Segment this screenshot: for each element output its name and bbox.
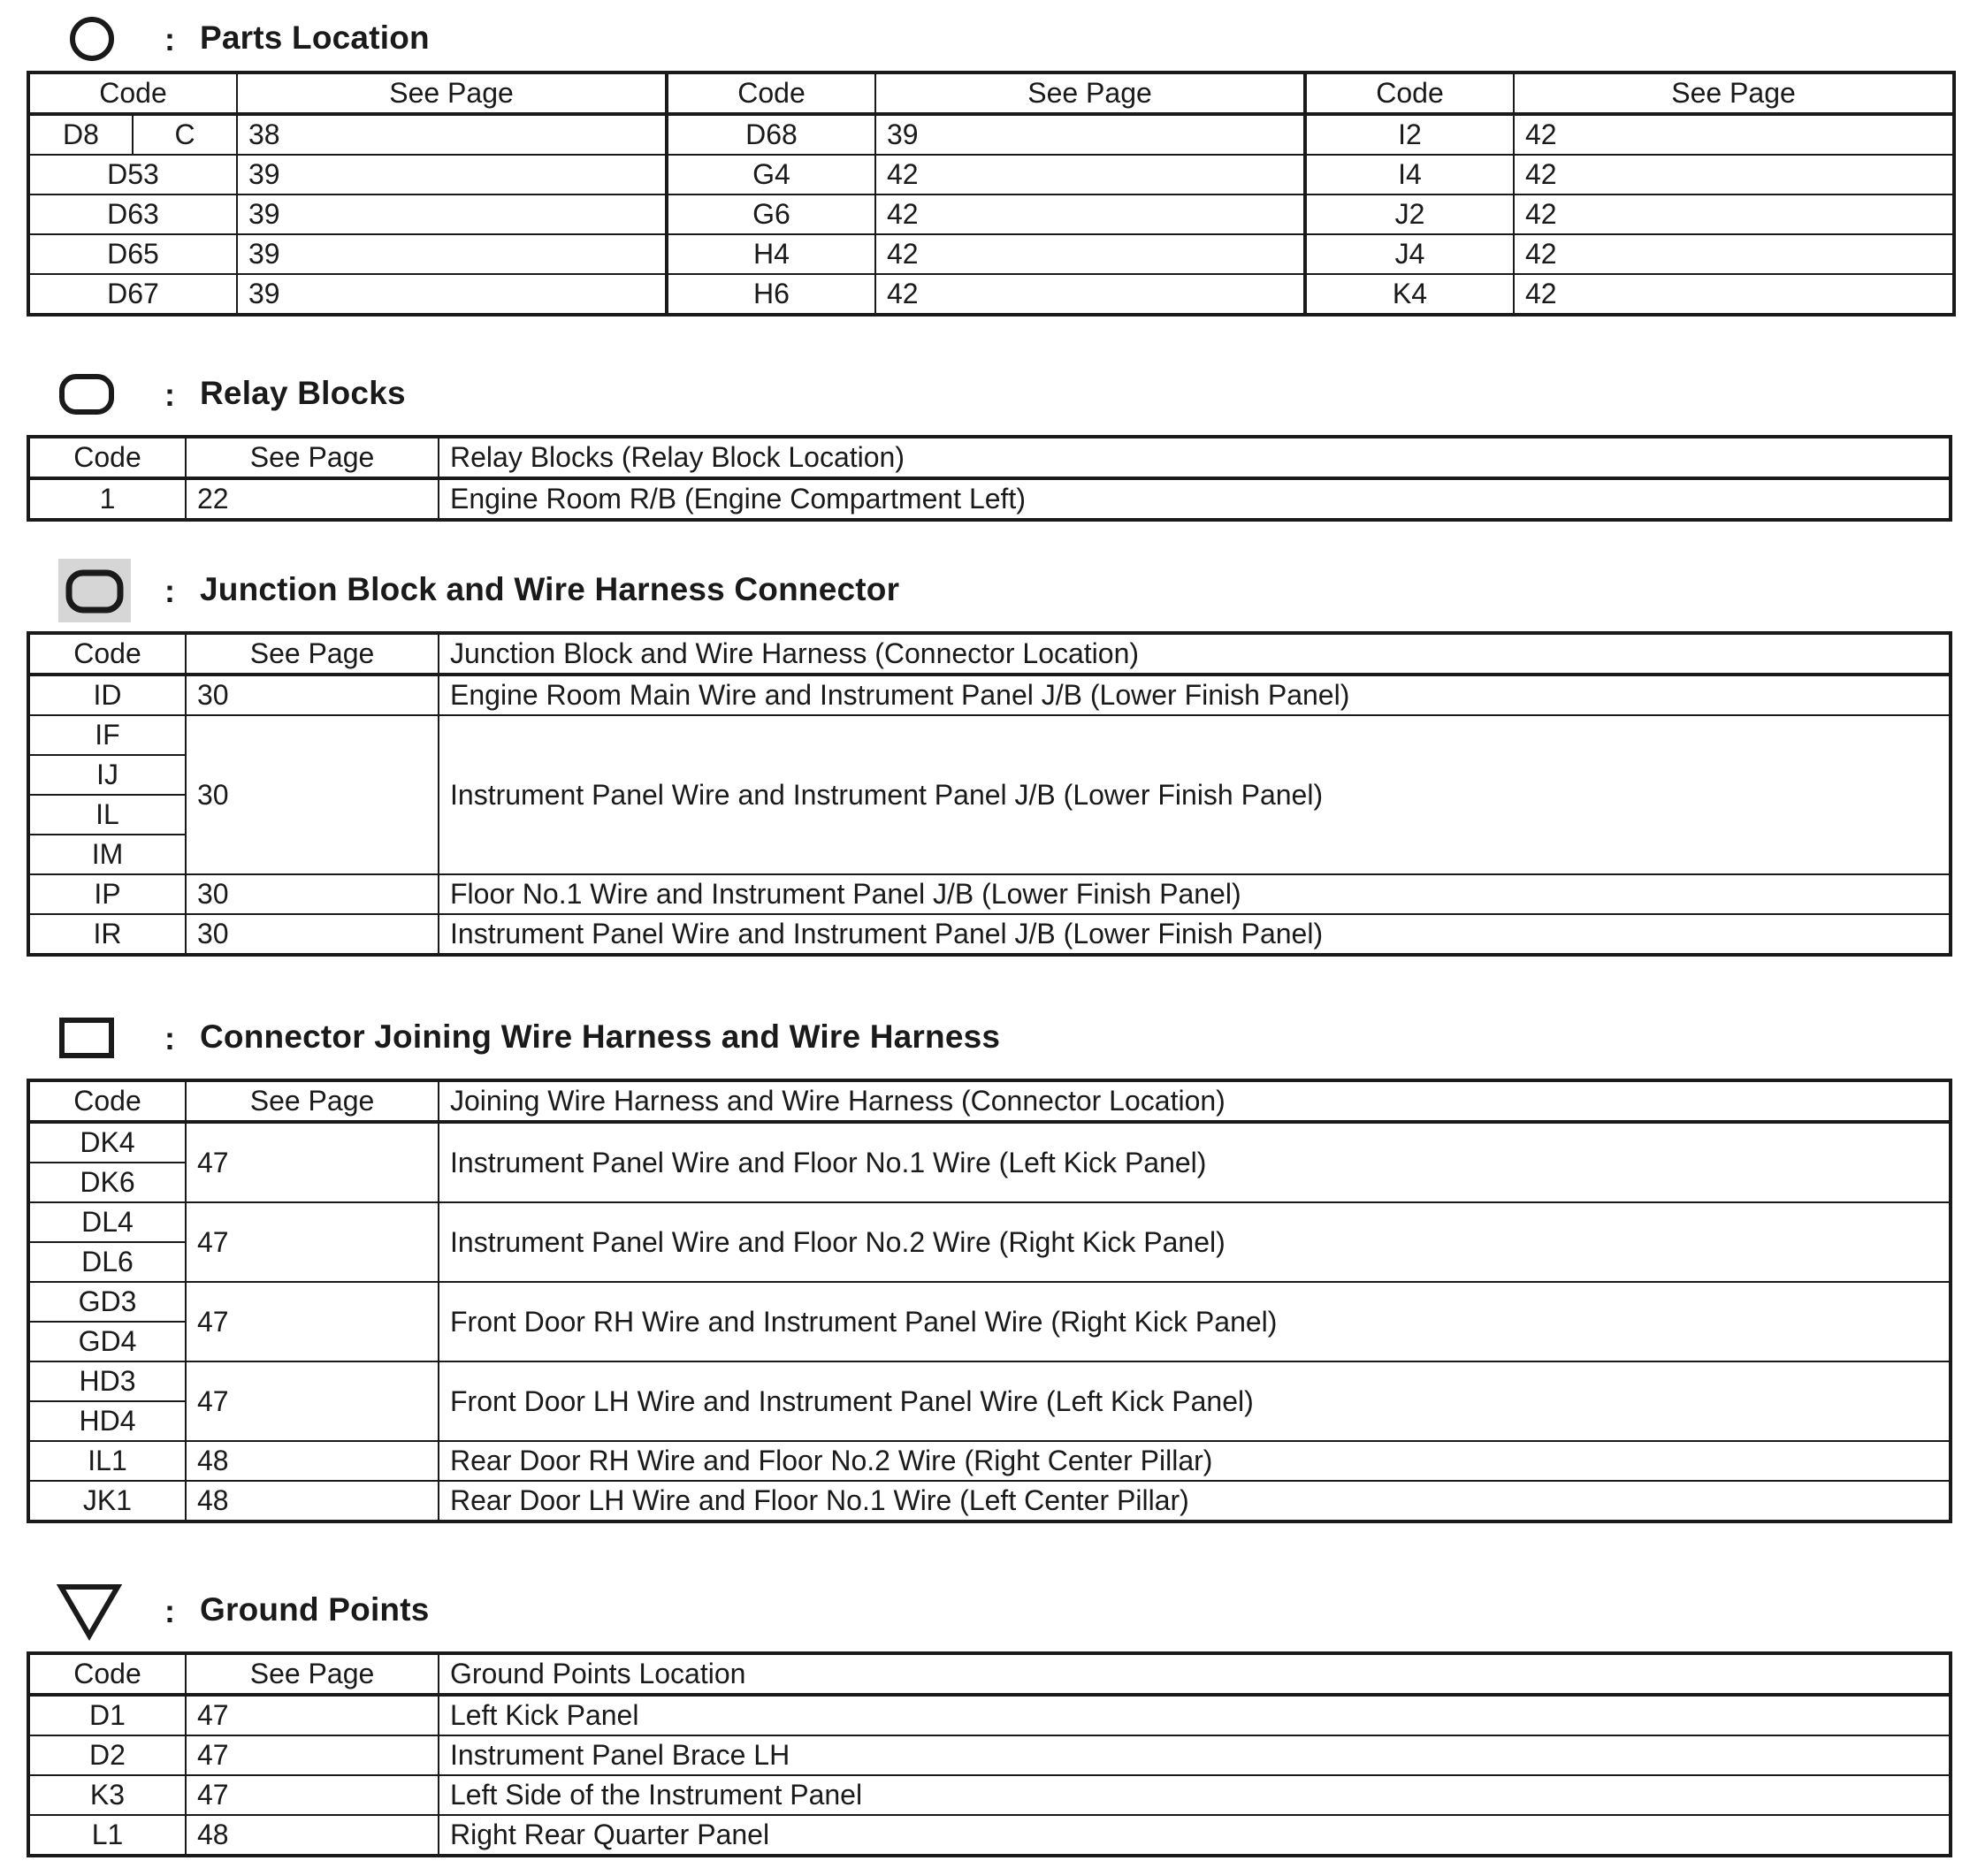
code-cell: I2 bbox=[1305, 114, 1514, 155]
page-cell: 30 bbox=[186, 715, 439, 874]
code-cell: G6 bbox=[667, 194, 875, 234]
section-colon: : bbox=[164, 573, 175, 609]
code-cell: DK4 bbox=[28, 1122, 186, 1163]
header-location: Relay Blocks (Relay Block Location) bbox=[439, 437, 1951, 478]
junction-block-header bbox=[0, 562, 1970, 615]
code-cell: IF bbox=[28, 715, 186, 755]
page-cell: 38 bbox=[237, 114, 667, 155]
table-row bbox=[28, 1815, 1951, 1856]
page-cell: 47 bbox=[186, 1282, 439, 1361]
table-row bbox=[28, 194, 1954, 234]
table-row bbox=[28, 715, 1951, 755]
code-cell: DL4 bbox=[28, 1202, 186, 1242]
header-see-page: See Page bbox=[186, 1080, 439, 1122]
header-code: Code bbox=[667, 72, 875, 114]
location-cell: Engine Room Main Wire and Instrument Panel J/B (Lower Finish Panel) bbox=[439, 675, 1951, 715]
header-see-page: See Page bbox=[186, 437, 439, 478]
table-row bbox=[28, 1361, 1951, 1401]
page-cell: 39 bbox=[237, 274, 667, 315]
page-cell: 42 bbox=[875, 194, 1305, 234]
header-code: Code bbox=[28, 1653, 186, 1695]
code-cell: K4 bbox=[1305, 274, 1514, 315]
location-cell: Instrument Panel Wire and Floor No.1 Wire (Left Kick Panel) bbox=[439, 1122, 1951, 1202]
page-cell: 42 bbox=[1514, 194, 1954, 234]
code-cell: GD3 bbox=[28, 1282, 186, 1322]
code-cell: GD4 bbox=[28, 1322, 186, 1361]
code-cell: D1 bbox=[28, 1695, 186, 1735]
location-cell: Instrument Panel Wire and Instrument Panel J/B (Lower Finish Panel) bbox=[439, 914, 1951, 955]
table-row bbox=[28, 874, 1951, 914]
page-cell: 48 bbox=[186, 1441, 439, 1481]
table-row bbox=[28, 675, 1951, 715]
table-row bbox=[28, 478, 1951, 520]
code-cell: D53 bbox=[28, 155, 237, 194]
page-cell: 42 bbox=[1514, 114, 1954, 155]
section-title: Connector Joining Wire Harness and Wire Harness bbox=[200, 1018, 1001, 1055]
rounded-rect-icon bbox=[58, 373, 115, 416]
code-cell: HD3 bbox=[28, 1361, 186, 1401]
location-cell: Left Side of the Instrument Panel bbox=[439, 1775, 1951, 1815]
section-colon: : bbox=[164, 1020, 175, 1056]
location-cell: Floor No.1 Wire and Instrument Panel J/B (Lower Finish Panel) bbox=[439, 874, 1951, 914]
table-row bbox=[28, 1282, 1951, 1322]
table-header-row bbox=[28, 1653, 1951, 1695]
page-cell: 42 bbox=[1514, 274, 1954, 315]
code-cell: K3 bbox=[28, 1775, 186, 1815]
code-cell: HD4 bbox=[28, 1401, 186, 1441]
page-cell: 22 bbox=[186, 478, 439, 520]
page-cell: 48 bbox=[186, 1815, 439, 1856]
header-location: Joining Wire Harness and Wire Harness (Connector Location) bbox=[439, 1080, 1951, 1122]
header-code: Code bbox=[28, 437, 186, 478]
page-cell: 47 bbox=[186, 1775, 439, 1815]
header-location: Ground Points Location bbox=[439, 1653, 1951, 1695]
page-cell: 42 bbox=[875, 234, 1305, 274]
code-cell: IL bbox=[28, 795, 186, 835]
location-cell: Right Rear Quarter Panel bbox=[439, 1815, 1951, 1856]
header-see-page: See Page bbox=[237, 72, 667, 114]
code-cell: IM bbox=[28, 835, 186, 874]
location-cell: Rear Door LH Wire and Floor No.1 Wire (Left Center Pillar) bbox=[439, 1481, 1951, 1521]
code-cell: J4 bbox=[1305, 234, 1514, 274]
code-cell: JK1 bbox=[28, 1481, 186, 1521]
page-cell: 48 bbox=[186, 1481, 439, 1521]
page-cell: 30 bbox=[186, 675, 439, 715]
location-cell: Front Door LH Wire and Instrument Panel Wire (Left Kick Panel) bbox=[439, 1361, 1951, 1441]
code-cell: IR bbox=[28, 914, 186, 955]
table-row bbox=[28, 1695, 1951, 1735]
relay-blocks-header bbox=[0, 366, 1970, 419]
section-title: Junction Block and Wire Harness Connector bbox=[200, 571, 900, 607]
rectangle-icon bbox=[58, 1017, 115, 1059]
location-cell: Rear Door RH Wire and Floor No.2 Wire (Right Center Pillar) bbox=[439, 1441, 1951, 1481]
location-cell: Engine Room R/B (Engine Compartment Left) bbox=[439, 478, 1951, 520]
parts-location-header bbox=[0, 11, 1970, 64]
section-title: Relay Blocks bbox=[200, 375, 406, 411]
location-cell: Left Kick Panel bbox=[439, 1695, 1951, 1735]
header-see-page: See Page bbox=[1514, 72, 1954, 114]
code-cell: IP bbox=[28, 874, 186, 914]
header-see-page: See Page bbox=[186, 1653, 439, 1695]
code-cell: 1 bbox=[28, 478, 186, 520]
ground-points-header bbox=[0, 1582, 1970, 1636]
triangle-icon bbox=[57, 1582, 122, 1641]
table-row bbox=[28, 1202, 1951, 1242]
code-cell: D67 bbox=[28, 274, 237, 315]
code-cell: D68 bbox=[667, 114, 875, 155]
connector-joining-header bbox=[0, 1010, 1970, 1063]
page-cell: 47 bbox=[186, 1735, 439, 1775]
code-cell: G4 bbox=[667, 155, 875, 194]
location-cell: Front Door RH Wire and Instrument Panel Wire (Right Kick Panel) bbox=[439, 1282, 1951, 1361]
code-cell: H6 bbox=[667, 274, 875, 315]
table-row bbox=[28, 1481, 1951, 1521]
ground-points-table bbox=[27, 1651, 1952, 1857]
table-header-row bbox=[28, 1080, 1951, 1122]
code-cell: C bbox=[133, 114, 237, 155]
header-see-page: See Page bbox=[875, 72, 1305, 114]
table-header-row bbox=[28, 72, 1954, 114]
table-row bbox=[28, 114, 1954, 155]
header-code: Code bbox=[28, 633, 186, 675]
header-location: Junction Block and Wire Harness (Connector Location) bbox=[439, 633, 1951, 675]
table-row bbox=[28, 1122, 1951, 1163]
code-cell: I4 bbox=[1305, 155, 1514, 194]
code-cell: IJ bbox=[28, 755, 186, 795]
section-title: Parts Location bbox=[200, 19, 430, 56]
junction-block-table bbox=[27, 631, 1952, 957]
table-row bbox=[28, 274, 1954, 315]
header-see-page: See Page bbox=[186, 633, 439, 675]
section-title: Ground Points bbox=[200, 1591, 430, 1628]
page-cell: 47 bbox=[186, 1202, 439, 1282]
page-cell: 42 bbox=[1514, 234, 1954, 274]
page-cell: 42 bbox=[875, 274, 1305, 315]
connector-joining-table bbox=[27, 1079, 1952, 1523]
code-cell: DL6 bbox=[28, 1242, 186, 1282]
code-cell: IL1 bbox=[28, 1441, 186, 1481]
page-cell: 30 bbox=[186, 914, 439, 955]
location-cell: Instrument Panel Wire and Instrument Panel J/B (Lower Finish Panel) bbox=[439, 715, 1951, 874]
table-row bbox=[28, 155, 1954, 194]
section-colon: : bbox=[164, 377, 175, 413]
code-cell: D2 bbox=[28, 1735, 186, 1775]
section-colon: : bbox=[164, 21, 175, 57]
code-cell: D65 bbox=[28, 234, 237, 274]
page-cell: 42 bbox=[875, 155, 1305, 194]
header-code: Code bbox=[28, 1080, 186, 1122]
table-row bbox=[28, 1775, 1951, 1815]
page-cell: 47 bbox=[186, 1122, 439, 1202]
code-cell: ID bbox=[28, 675, 186, 715]
table-row bbox=[28, 1441, 1951, 1481]
location-cell: Instrument Panel Wire and Floor No.2 Wire (Right Kick Panel) bbox=[439, 1202, 1951, 1282]
table-header-row bbox=[28, 437, 1951, 478]
code-cell: D63 bbox=[28, 194, 237, 234]
code-cell: D8 bbox=[28, 114, 133, 155]
page-cell: 47 bbox=[186, 1695, 439, 1735]
code-cell: L1 bbox=[28, 1815, 186, 1856]
page-cell: 42 bbox=[1514, 155, 1954, 194]
code-cell: H4 bbox=[667, 234, 875, 274]
page-cell: 39 bbox=[237, 155, 667, 194]
header-code: Code bbox=[1305, 72, 1514, 114]
location-cell: Instrument Panel Brace LH bbox=[439, 1735, 1951, 1775]
table-row bbox=[28, 234, 1954, 274]
header-code: Code bbox=[28, 72, 237, 114]
table-row bbox=[28, 914, 1951, 955]
circle-icon bbox=[69, 16, 115, 62]
table-row bbox=[28, 1735, 1951, 1775]
page-cell: 39 bbox=[237, 194, 667, 234]
code-cell: DK6 bbox=[28, 1163, 186, 1202]
table-header-row bbox=[28, 633, 1951, 675]
page-cell: 47 bbox=[186, 1361, 439, 1441]
parts-location-table bbox=[27, 71, 1956, 316]
section-colon: : bbox=[164, 1593, 175, 1629]
page-cell: 39 bbox=[875, 114, 1305, 155]
page-cell: 39 bbox=[237, 234, 667, 274]
relay-blocks-table bbox=[27, 435, 1952, 522]
page-cell: 30 bbox=[186, 874, 439, 914]
code-cell: J2 bbox=[1305, 194, 1514, 234]
shaded-rounded-rect-icon bbox=[65, 569, 124, 614]
